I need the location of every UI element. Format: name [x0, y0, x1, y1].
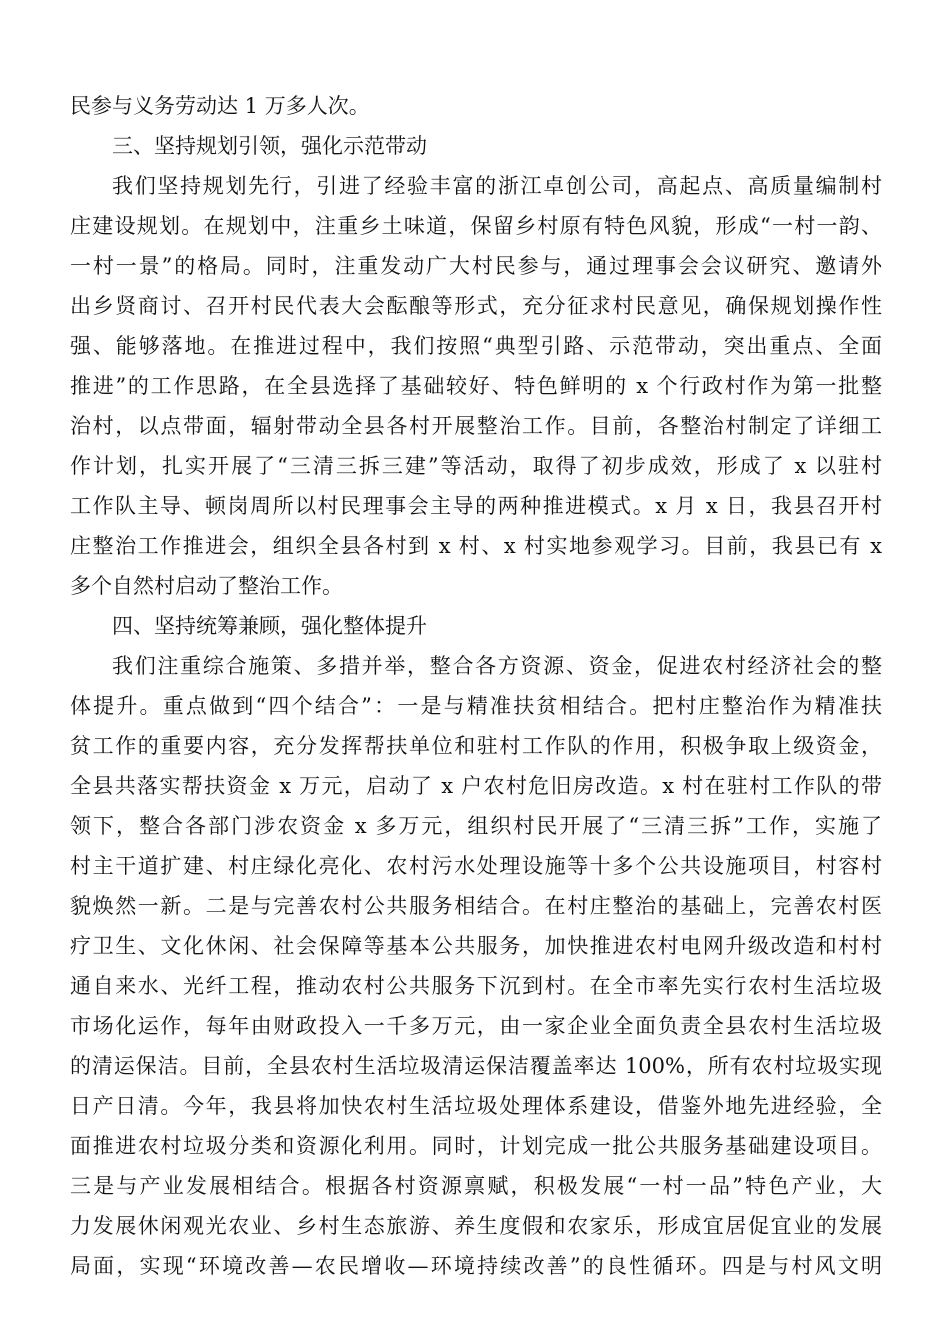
text-line: 疗卫生、文化休闲、社会保障等基本公共服务，加快推进农村电网升级改造和村村: [70, 934, 882, 958]
text-line: 强、能够落地。在推进过程中，我们按照“典型引路、示范带动，突出重点、全面: [70, 334, 882, 358]
text-line: 日产日清。今年，我县将加快农村生活垃圾处理体系建设，借鉴外地先进经验，全: [70, 1094, 882, 1118]
text-line: 庄整治工作推进会，组织全县各村到 x 村、x 村实地参观学习。目前，我县已有 x: [70, 534, 882, 558]
text-line: 工作队主导、顿岗周所以村民理事会主导的两种推进模式。x 月 x 日，我县召开村: [70, 494, 882, 518]
text-line: 力发展休闲观光农业、乡村生态旅游、养生度假和农家乐，形成宜居促宜业的发展: [70, 1214, 882, 1238]
text-line: 市场化运作，每年由财政投入一千多万元，由一家企业全面负责全县农村生活垃圾: [70, 1014, 882, 1038]
text-line: 体提升。重点做到“四个结合”：一是与精准扶贫相结合。把村庄整治作为精准扶: [70, 694, 882, 718]
text-line: 村主干道扩建、村庄绿化亮化、农村污水处理设施等十多个公共设施项目，村容村: [70, 854, 882, 878]
text-line: 推进”的工作思路，在全县选择了基础较好、特色鲜明的 x 个行政村作为第一批整: [70, 374, 882, 398]
text-line: 貌焕然一新。二是与完善农村公共服务相结合。在村庄整治的基础上，完善农村医: [70, 894, 882, 918]
text-line: 贫工作的重要内容，充分发挥帮扶单位和驻村工作队的作用，积极争取上级资金，: [70, 734, 882, 758]
paragraph-first-line: 三、坚持规划引领，强化示范带动: [112, 134, 427, 158]
text-line: 出乡贤商讨、召开村民代表大会酝酿等形式，充分征求村民意见，确保规划操作性: [70, 294, 882, 318]
text-line: 面推进农村垃圾分类和资源化利用。同时，计划完成一批公共服务基础建设项目。: [70, 1134, 882, 1158]
text-line: 全县共落实帮扶资金 x 万元，启动了 x 户农村危旧房改造。x 村在驻村工作队的带: [70, 774, 882, 798]
document-body: [70, 86, 882, 1286]
text-line: 一村一景”的格局。同时，注重发动广大村民参与，通过理事会会议研究、邀请外: [70, 254, 882, 278]
text-line: 作计划，扎实开展了“三清三拆三建”等活动，取得了初步成效，形成了 x 以驻村: [70, 454, 882, 478]
text-line: 多个自然村启动了整治工作。: [70, 574, 343, 598]
paragraph-first-line: 我们注重综合施策、多措并举，整合各方资源、资金，促进农村经济社会的整: [112, 654, 882, 678]
text-line: 的清运保洁。目前，全县农村生活垃圾清运保洁覆盖率达 100%，所有农村垃圾实现: [70, 1054, 882, 1078]
paragraph-first-line: 我们坚持规划先行，引进了经验丰富的浙江卓创公司，高起点、高质量编制村: [112, 174, 882, 198]
text-line: 民参与义务劳动达 1 万多人次。: [70, 94, 370, 118]
paragraph-first-line: 四、坚持统筹兼顾，强化整体提升: [112, 614, 427, 638]
text-line: 庄建设规划。在规划中，注重乡土味道，保留乡村原有特色风貌，形成“一村一韵、: [70, 214, 882, 238]
text-line: 领下，整合各部门涉农资金 x 多万元，组织村民开展了“三清三拆”工作，实施了: [70, 814, 882, 838]
text-line: 局面，实现“环境改善—农民增收—环境持续改善”的良性循环。四是与村风文明: [70, 1254, 882, 1278]
text-line: 治村，以点带面，辐射带动全县各村开展整治工作。目前，各整治村制定了详细工: [70, 414, 882, 438]
text-line: 三是与产业发展相结合。根据各村资源禀赋，积极发展“一村一品”特色产业，大: [70, 1174, 882, 1198]
text-line: 通自来水、光纤工程，推动农村公共服务下沉到村。在全市率先实行农村生活垃圾: [70, 974, 882, 998]
